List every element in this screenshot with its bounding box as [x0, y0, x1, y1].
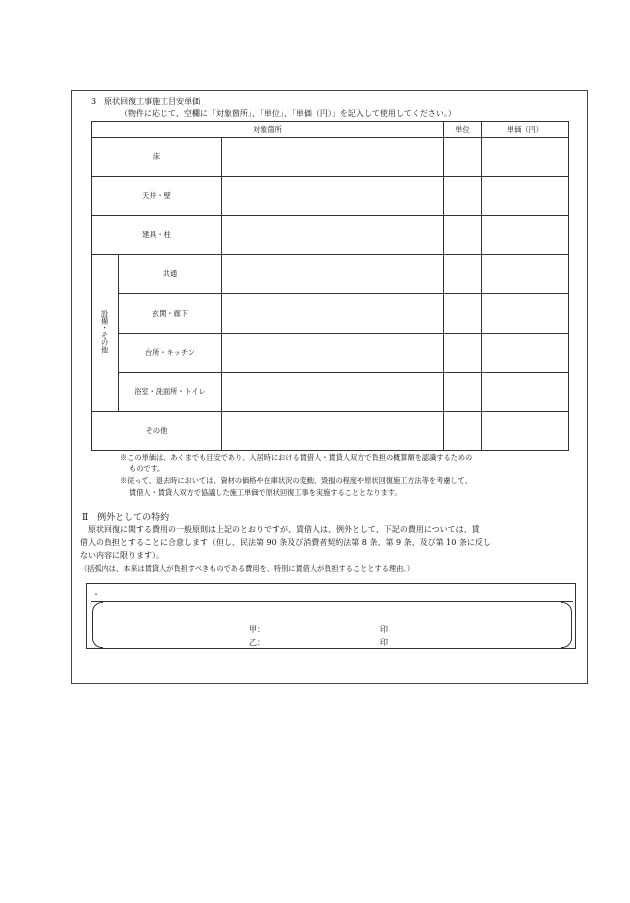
- cell-target-input[interactable]: [222, 216, 444, 255]
- note2-line1: ※従って、退去時においては、資材の価格や在庫状況の変動、毀損の程度や原状回復施工方法等を考慮して、: [120, 476, 472, 485]
- row-label-common: 共通: [119, 255, 222, 294]
- table-header-row: [92, 122, 569, 138]
- cell-target-input[interactable]: [222, 411, 444, 450]
- section2-paren-note: （括弧内は、本来は賃貸人が負担すべきものである費用を、特別に賃借人が負担することとする理由。）: [80, 564, 415, 573]
- table-row: [92, 372, 569, 411]
- cell-unit-input[interactable]: [444, 255, 482, 294]
- section3-subtitle: （物件に応じて、空欄に「対象箇所」、「単位」、「単価（円）」を記入して使用してください。）: [120, 109, 456, 118]
- section2-body-line2: 借人の負担とすることに合意します（但し、民法第 90 条及び消費者契約法第 8 条、第 9 条、及び第 10 条に反し: [80, 538, 491, 547]
- cell-target-input[interactable]: [222, 333, 444, 372]
- cell-price-input[interactable]: [482, 216, 569, 255]
- row-label-floor: 床: [92, 138, 222, 177]
- section2-body-line1: 原状回復に関する費用の一般原則は上記のとおりですが、賃借人は、例外として、下記の費用については、賃: [88, 525, 480, 534]
- party-a-label: 甲：: [249, 625, 265, 634]
- party-a-seal: 印: [380, 625, 388, 634]
- cell-price-input[interactable]: [482, 177, 569, 216]
- row-label-bath-toilet: 浴室・洗面所・トイレ: [119, 372, 222, 411]
- row-label-ceiling-wall: 天井・壁: [92, 177, 222, 216]
- cell-unit-input[interactable]: [444, 294, 482, 333]
- table-row: [92, 216, 569, 255]
- cell-target-input[interactable]: [222, 372, 444, 411]
- cell-unit-input[interactable]: [444, 177, 482, 216]
- table-row: [92, 177, 569, 216]
- note1-line1: ※この単価は、あくまでも目安であり、入居時における賃借人・賃貸人双方で負担の概算額を認識するための: [120, 453, 473, 462]
- cell-target-input[interactable]: [222, 255, 444, 294]
- left-bracket: [92, 602, 103, 648]
- cell-price-input[interactable]: [482, 333, 569, 372]
- table-row: [92, 138, 569, 177]
- header-target: 対象箇所: [92, 122, 444, 138]
- cell-price-input[interactable]: [482, 294, 569, 333]
- header-unit: 単位: [444, 122, 482, 138]
- table-row: [92, 411, 569, 450]
- cell-price-input[interactable]: [482, 372, 569, 411]
- cell-target-input[interactable]: [222, 138, 444, 177]
- special-terms-bullet[interactable]: ・: [92, 590, 100, 599]
- cell-unit-input[interactable]: [444, 411, 482, 450]
- row-group-equipment-label: 設備・その他: [100, 310, 110, 354]
- party-b-label: 乙：: [249, 638, 265, 647]
- right-bracket: [561, 602, 572, 648]
- cell-price-input[interactable]: [482, 255, 569, 294]
- cell-price-input[interactable]: [482, 138, 569, 177]
- row-label-entrance-hall: 玄関・廊下: [119, 294, 222, 333]
- table-row: [92, 333, 569, 372]
- cell-target-input[interactable]: [222, 177, 444, 216]
- special-terms-box: [86, 583, 576, 649]
- cell-price-input[interactable]: [482, 411, 569, 450]
- cell-unit-input[interactable]: [444, 372, 482, 411]
- row-group-equipment: [92, 255, 119, 411]
- header-price: 単価（円）: [482, 122, 569, 138]
- section2-body-line3: ない内容に限ります）。: [80, 551, 164, 560]
- table-row: [92, 294, 569, 333]
- cell-unit-input[interactable]: [444, 333, 482, 372]
- row-label-fixtures-pillar: 建具・柱: [92, 216, 222, 255]
- section3-title: 3 原状回復工事施工目安単価: [91, 97, 201, 106]
- special-terms-underline: [91, 601, 573, 602]
- cell-unit-input[interactable]: [444, 216, 482, 255]
- note2-line2: 賃借人・賃貸人双方で協議した施工単価で原状回復工事を実施することとなります。: [129, 488, 402, 497]
- row-label-others: その他: [92, 411, 222, 450]
- cell-unit-input[interactable]: [444, 138, 482, 177]
- table-row: [92, 255, 569, 294]
- row-label-kitchen: 台所・キッチン: [119, 333, 222, 372]
- cell-target-input[interactable]: [222, 294, 444, 333]
- party-b-seal: 印: [380, 638, 388, 647]
- section2-title: Ⅱ 例外としての特約: [82, 513, 170, 523]
- note1-line2: ものです。: [129, 464, 165, 473]
- unit-price-table: [91, 121, 569, 451]
